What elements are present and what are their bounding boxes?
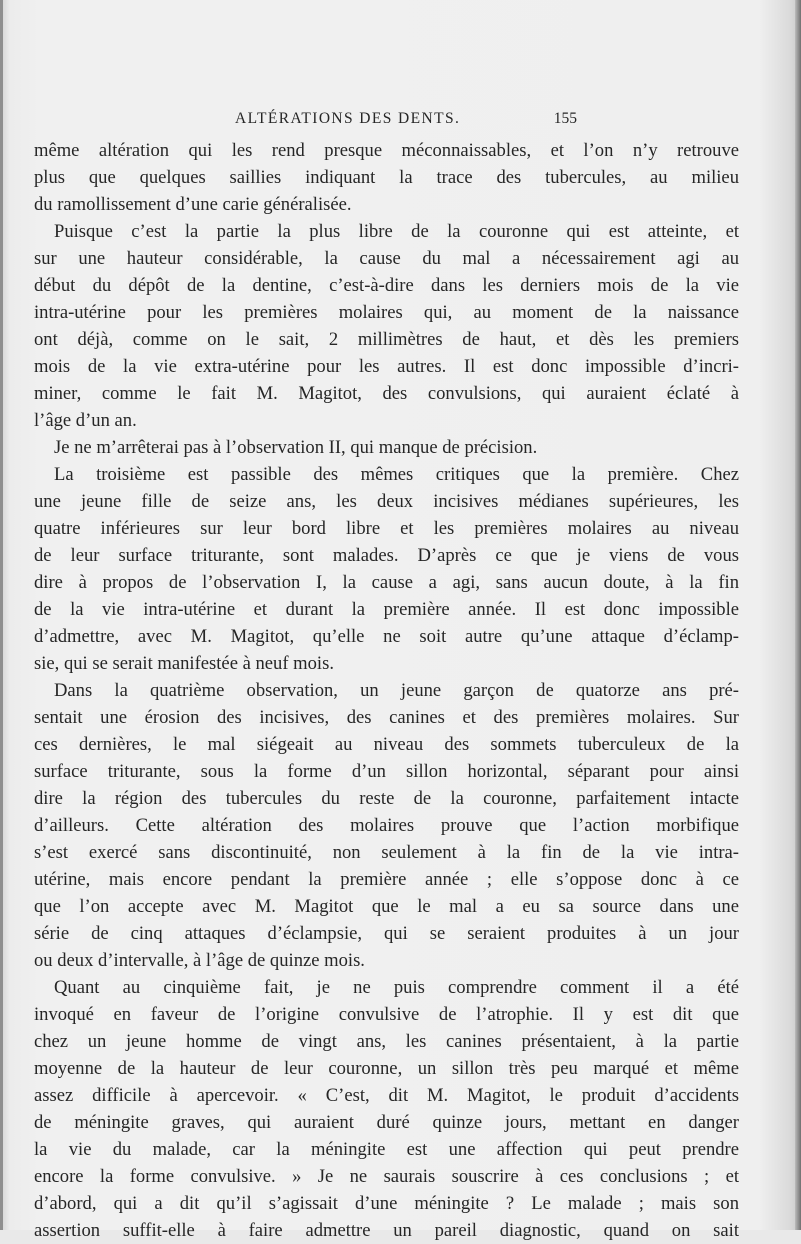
text-line: ou deux d’intervalle, à l’âge de quinze mois.	[34, 950, 365, 971]
text-line: d’admettre, avec M. Magitot, qu’elle ne soit autre qu’une attaque d’éclamp-	[34, 626, 739, 647]
text-line: une jeune fille de seize ans, les deux incisives médianes supérieures, les	[34, 491, 739, 512]
text-line: de la vie intra-utérine et durant la première année. Il est donc impossible	[34, 599, 739, 620]
running-title: ALTÉRATIONS DES DENTS.	[235, 110, 461, 127]
text-line: La troisième est passible des mêmes critiques que la première. Chez	[54, 464, 739, 485]
body-text	[34, 137, 739, 1244]
text-line: sie, qui se serait manifestée à neuf mois.	[34, 653, 334, 674]
text-line: début du dépôt de la dentine, c’est-à-dire dans les derniers mois de la vie	[34, 275, 739, 296]
text-line: plus que quelques saillies indiquant la trace des tubercules, au milieu	[34, 167, 739, 188]
text-line: dire la région des tubercules du reste de la couronne, parfaitement intacte	[34, 788, 739, 809]
text-line: assez difficile à apercevoir. « C’est, dit M. Magitot, le produit d’accidents	[34, 1085, 739, 1106]
text-line: même altération qui les rend presque méconnaissables, et l’on n’y retrouve	[34, 140, 739, 161]
text-line: encore la forme convulsive. » Je ne saurais souscrire à ces conclusions ; et	[34, 1166, 739, 1187]
text-line: Puisque c’est la partie la plus libre de la couronne qui est atteinte, et	[54, 221, 739, 242]
text-line: chez un jeune homme de vingt ans, les canines présentaient, à la partie	[34, 1031, 739, 1052]
text-line: assertion suffit-elle à faire admettre un pareil diagnostic, quand on sait	[34, 1220, 739, 1241]
text-line: d’abord, qui a dit qu’il s’agissait d’une méningite ? Le malade ; mais son	[34, 1193, 739, 1214]
text-line: surface triturante, sous la forme d’un sillon horizontal, séparant pour ainsi	[34, 761, 739, 782]
text-line: de méningite graves, qui auraient duré quinze jours, mettant en danger	[34, 1112, 739, 1133]
text-line: moyenne de la hauteur de leur couronne, un sillon très peu marqué et même	[34, 1058, 739, 1079]
text-line: du ramollissement d’une carie généralisée.	[34, 194, 352, 215]
text-line: quatre inférieures sur leur bord libre et les premières molaires au niveau	[34, 518, 739, 539]
text-line: sur une hauteur considérable, la cause du mal a nécessairement agi au	[34, 248, 739, 269]
text-line: que l’on accepte avec M. Magitot que le mal a eu sa source dans une	[34, 896, 739, 917]
text-line: de leur surface triturante, sont malades. D’après ce que je viens de vous	[34, 545, 739, 566]
page-number: 155	[553, 110, 577, 127]
text-line: d’ailleurs. Cette altération des molaires prouve que l’action morbifique	[34, 815, 739, 836]
text-line: série de cinq attaques d’éclampsie, qui se seraient produites à un jour	[34, 923, 739, 944]
text-line: invoqué en faveur de l’origine convulsive de l’atrophie. Il y est dit que	[34, 1004, 739, 1025]
page-right-edge	[795, 0, 801, 1230]
text-line: mois de la vie extra-utérine pour les autres. Il est donc impossible d’incri-	[34, 356, 739, 377]
text-line: utérine, mais encore pendant la première année ; elle s’oppose donc à ce	[34, 869, 739, 890]
text-line: s’est exercé sans discontinuité, non seulement à la fin de la vie intra-	[34, 842, 739, 863]
page-left-edge	[0, 0, 3, 1230]
text-line: dire à propos de l’observation I, la cause a agi, sans aucun doute, à la fin	[34, 572, 739, 593]
text-line: Quant au cinquième fait, je ne puis comprendre comment il a été	[54, 977, 739, 998]
text-line: Je ne m’arrêterai pas à l’observation II, qui manque de précision.	[54, 437, 538, 458]
text-line: sentait une érosion des incisives, des canines et des premières molaires. Sur	[34, 707, 739, 728]
text-line: l’âge d’un an.	[34, 410, 137, 431]
page-header	[235, 110, 577, 132]
text-line: ces dernières, le mal siégeait au niveau des sommets tuberculeux de la	[34, 734, 739, 755]
text-line: intra-utérine pour les premières molaires qui, au moment de la naissance	[34, 302, 739, 323]
text-line: Dans la quatrième observation, un jeune garçon de quatorze ans pré-	[54, 680, 739, 701]
text-line: ont déjà, comme on le sait, 2 millimètres de haut, et dès les premiers	[34, 329, 739, 350]
text-line: la vie du malade, car la méningite est une affection qui peut prendre	[34, 1139, 739, 1160]
text-line: miner, comme le fait M. Magitot, des convulsions, qui auraient éclaté à	[34, 383, 739, 404]
